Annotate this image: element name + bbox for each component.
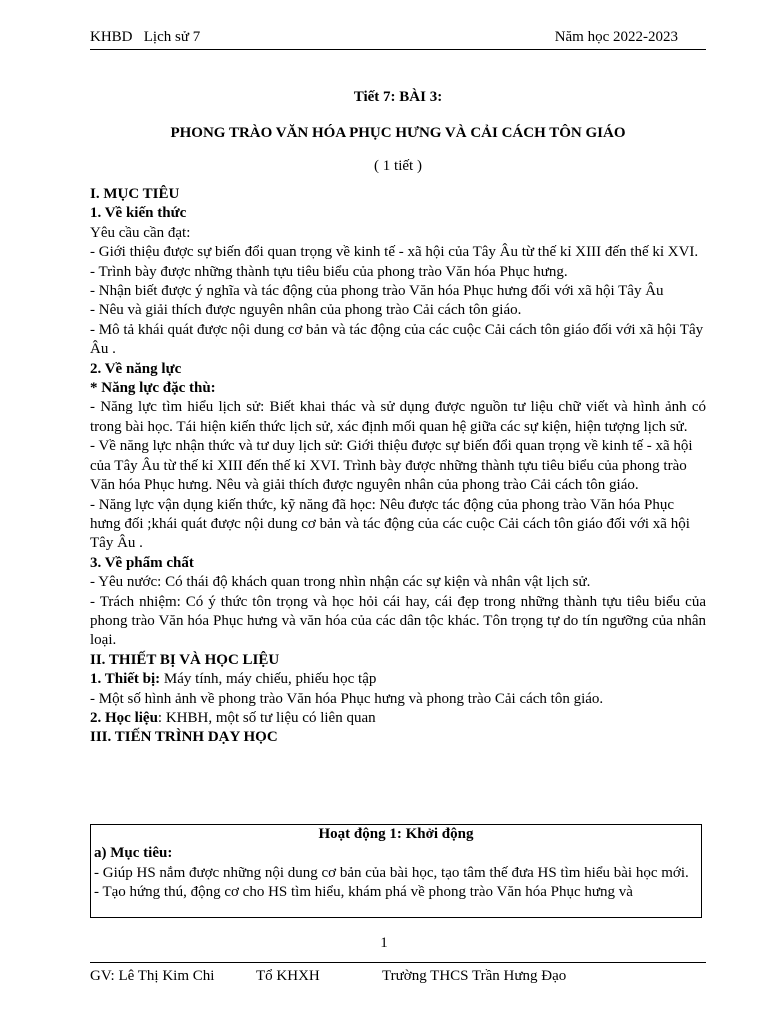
paragraph: - Nhận biết được ý nghĩa và tác động của phong trào Văn hóa Phục hưng đối với xã hội Tây Âu — [90, 283, 664, 300]
section-heading: III. TIẾN TRÌNH DẠY HỌC — [90, 729, 278, 746]
paragraph: - Giúp HS nắm được những nội dung cơ bản của bài học, tạo tâm thế đưa HS tìm hiểu bài học mới. — [94, 864, 689, 881]
page-header — [90, 29, 706, 50]
footer-teacher: GV: Lê Thị Kim Chi — [90, 968, 215, 984]
paragraph: - Năng lực vận dụng kiến thức, kỹ năng đã học: Nêu được tác động của phong trào Văn hóa Phục hưng đối ;khái quát được nội dung cơ bản và tác động của các cuộc Cải cách tôn giáo đối với xã hội Tây Âu . — [90, 496, 690, 552]
subsection-heading: 3. Về phẩm chất — [90, 554, 194, 571]
subsection-heading: 1. Về kiến thức — [90, 205, 187, 222]
paragraph — [90, 709, 706, 728]
document-body — [90, 185, 706, 748]
paragraph: - Trình bày được những thành tựu tiêu biểu của phong trào Văn hóa Phục hưng. — [90, 263, 568, 280]
paragraph: - Nêu và giải thích được nguyên nhân của phong trào Cải cách tôn giáo. — [90, 302, 522, 319]
text: : KHBH, một số tư liệu có liên quan — [157, 709, 376, 726]
label: 2. Học liệu — [90, 709, 158, 726]
paragraph: - Về năng lực nhận thức và tư duy lịch sử: Giới thiệu được sự biến đổi quan trọng về kinh tế - xã hội của Tây Âu từ thế kỉ XIII đến thế kỉ XVI. Trình bày được những thành tựu tiêu biểu của phong trào Văn hóa Phục hưng. Nêu và giải thích được nguyên nhân của phong trào Cải cách tôn giáo. — [90, 438, 693, 494]
subsection-heading: 2. Về năng lực — [90, 360, 182, 377]
paragraph: Yêu cầu cần đạt: — [90, 224, 191, 241]
lesson-number: Tiết 7: BÀI 3: — [353, 89, 443, 105]
lesson-duration: ( 1 tiết ) — [374, 158, 422, 174]
page-number: 1 — [380, 935, 388, 951]
footer-school: Trường THCS Trần Hưng Đạo — [382, 968, 567, 984]
page-footer — [90, 962, 706, 987]
paragraph — [90, 670, 706, 689]
paragraph: - Tạo hứng thú, động cơ cho HS tìm hiểu, khám phá về phong trào Văn hóa Phục hưng và — [94, 884, 633, 901]
text: Máy tính, máy chiếu, phiếu học tập — [160, 671, 377, 688]
activity-title: Hoạt động 1: Khởi động — [318, 826, 474, 842]
activity-goal-label: a) Mục tiêu: — [94, 845, 173, 862]
activity-table — [90, 824, 702, 918]
paragraph: - Trách nhiệm: Có ý thức tôn trọng và học hỏi cái hay, cái đẹp trong những thành tựu tiêu biểu của phong trào Văn hóa Phục hưng và văn hóa của các dân tộc khác. Tôn trọng tự do tín ngưỡng của nhân loại. — [90, 593, 706, 649]
paragraph: - Năng lực tìm hiểu lịch sử: Biết khai thác và sử dụng được nguồn tư liệu chữ viết và hình ảnh có trong bài học. Tái hiện kiến thức lịch sử, xác định mối quan hệ giữa các sự kiện, hiện tượng lịch sử. — [90, 399, 706, 435]
section-heading: II. THIẾT BỊ VÀ HỌC LIỆU — [90, 651, 280, 668]
paragraph: - Mô tả khái quát được nội dung cơ bản và tác động của các cuộc Cải cách tôn giáo đối với xã hội Tây Âu . — [90, 321, 704, 358]
paragraph: - Một số hình ảnh về phong trào Văn hóa Phục hưng và phong trào Cải cách tôn giáo. — [90, 690, 604, 707]
footer-group: Tổ KHXH — [256, 968, 320, 984]
header-school-year: Năm học 2022-2023 — [554, 29, 678, 45]
header-subject: KHBD Lịch sử 7 — [90, 29, 201, 45]
lesson-name: PHONG TRÀO VĂN HÓA PHỤC HƯNG VÀ CẢI CÁCH TÔN GIÁO — [170, 125, 626, 141]
label: 1. Thiết bị: — [90, 671, 161, 688]
section-heading: I. MỤC TIÊU — [90, 186, 180, 202]
subsection-subheading: * Năng lực đặc thù: — [90, 380, 216, 397]
paragraph: - Yêu nước: Có thái độ khách quan trong nhìn nhận các sự kiện và nhân vật lịch sử. — [90, 574, 591, 591]
lesson-title-block — [90, 89, 706, 178]
paragraph: - Giới thiệu được sự biến đổi quan trọng về kinh tế - xã hội của Tây Âu từ thế kỉ XIII đến thế kỉ XVI. — [90, 244, 699, 261]
